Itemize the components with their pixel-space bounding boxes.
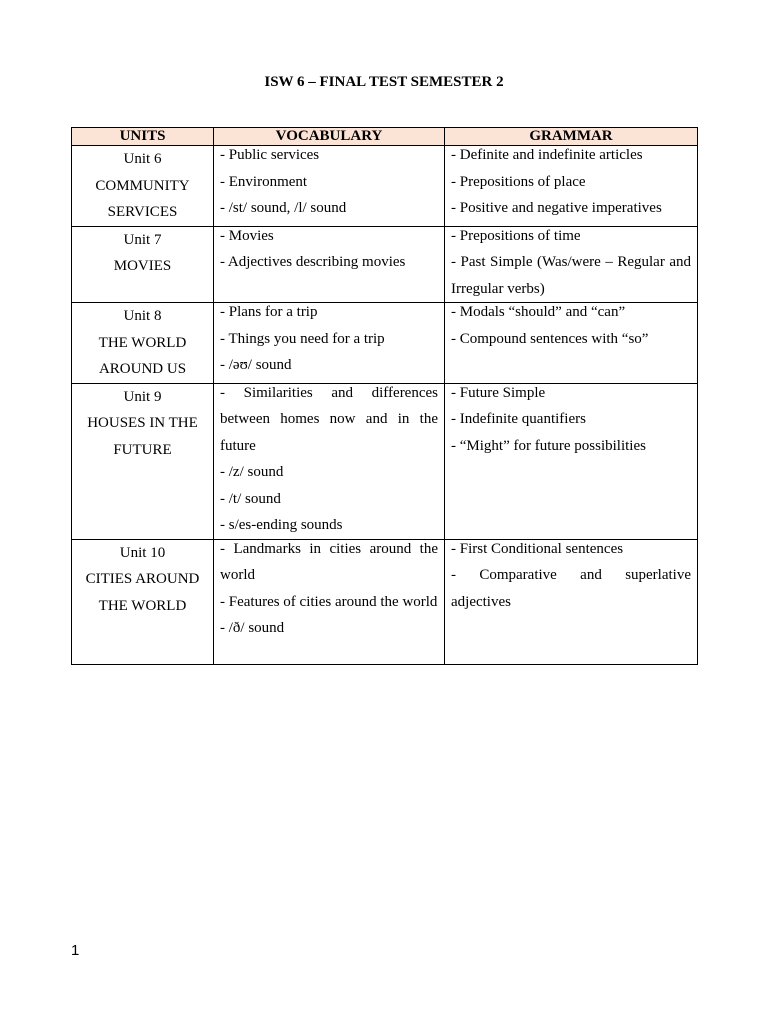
grammar-item: - Comparative and superlative adjectives bbox=[451, 567, 691, 610]
unit-title-line: FUTURE bbox=[113, 441, 172, 458]
table-row bbox=[72, 226, 698, 303]
grammar-item: - Modals “should” and “can” bbox=[451, 304, 626, 320]
unit-number: Unit 9 bbox=[123, 388, 162, 405]
header-vocabulary: VOCABULARY bbox=[214, 128, 445, 146]
syllabus-table bbox=[71, 127, 698, 665]
grammar-item: - First Conditional sentences bbox=[451, 540, 624, 557]
unit-number: Unit 6 bbox=[123, 151, 162, 167]
unit-title-line: AROUND US bbox=[98, 361, 187, 377]
unit-title-line: COMMUNITY bbox=[95, 177, 190, 194]
header-grammar: GRAMMAR bbox=[445, 128, 698, 146]
grammar-item: - Indefinite quantifiers bbox=[451, 411, 586, 427]
vocabulary-cell bbox=[214, 539, 445, 664]
vocabulary-item: - /st/ sound, /l/ sound bbox=[220, 200, 347, 216]
vocabulary-item: - /z/ sound bbox=[220, 464, 284, 480]
vocabulary-item: - Public services bbox=[220, 147, 320, 163]
unit-title-line: THE WORLD bbox=[98, 334, 187, 351]
vocabulary-item: - /ð/ sound bbox=[220, 620, 285, 636]
vocabulary-item: - Plans for a trip bbox=[220, 304, 318, 320]
vocabulary-cell bbox=[214, 383, 445, 539]
grammar-cell bbox=[445, 539, 698, 664]
grammar-cell bbox=[445, 303, 698, 384]
unit-cell bbox=[72, 303, 214, 384]
vocabulary-item: - Landmarks in cities around the world bbox=[220, 540, 438, 583]
unit-cell bbox=[72, 383, 214, 539]
table-row bbox=[72, 146, 698, 227]
grammar-item: - Prepositions of place bbox=[451, 173, 586, 190]
vocabulary-item: - s/es-ending sounds bbox=[220, 517, 343, 533]
unit-cell bbox=[72, 146, 214, 227]
vocabulary-item: - /t/ sound bbox=[220, 490, 281, 507]
page-title: ISW 6 – FINAL TEST SEMESTER 2 bbox=[264, 74, 504, 90]
grammar-cell bbox=[445, 226, 698, 303]
grammar-item: - Prepositions of time bbox=[451, 227, 581, 244]
grammar-item: - “Might” for future possibilities bbox=[451, 437, 646, 454]
vocabulary-item: - Things you need for a trip bbox=[220, 330, 385, 347]
table-row bbox=[72, 303, 698, 384]
unit-number: Unit 10 bbox=[119, 544, 166, 561]
unit-number: Unit 7 bbox=[123, 231, 162, 248]
grammar-item: - Past Simple (Was/were – Regular and Irregular verbs) bbox=[451, 254, 691, 297]
vocabulary-item: - Features of cities around the world bbox=[220, 593, 438, 610]
vocabulary-cell bbox=[214, 226, 445, 303]
unit-title-line: SERVICES bbox=[107, 204, 178, 220]
table-row bbox=[72, 539, 698, 664]
unit-number: Unit 8 bbox=[123, 308, 162, 324]
vocabulary-item: - /əʊ/ sound bbox=[220, 357, 292, 373]
unit-title-line: HOUSES IN THE bbox=[87, 415, 198, 431]
unit-title-line: MOVIES bbox=[113, 258, 172, 274]
vocabulary-item: - Movies bbox=[220, 227, 274, 244]
vocabulary-item: - Environment bbox=[220, 173, 308, 190]
grammar-item: - Compound sentences with “so” bbox=[451, 330, 649, 347]
grammar-item: - Future Simple bbox=[451, 384, 546, 401]
vocabulary-cell bbox=[214, 303, 445, 384]
vocabulary-item: - Adjectives describing movies bbox=[220, 254, 406, 270]
unit-cell bbox=[72, 539, 214, 664]
grammar-item: - Definite and indefinite articles bbox=[451, 147, 643, 163]
header-units: UNITS bbox=[72, 128, 214, 146]
grammar-item: - Positive and negative imperatives bbox=[451, 200, 662, 216]
grammar-cell bbox=[445, 383, 698, 539]
page-number: 1 bbox=[71, 942, 80, 959]
vocabulary-item: - Similarities and differences between homes now and in the future bbox=[220, 384, 438, 454]
vocabulary-cell bbox=[214, 146, 445, 227]
unit-title-line: CITIES AROUND bbox=[85, 571, 200, 587]
grammar-cell bbox=[445, 146, 698, 227]
unit-cell bbox=[72, 226, 214, 303]
table-row bbox=[72, 383, 698, 539]
unit-title-line: THE WORLD bbox=[98, 597, 187, 614]
